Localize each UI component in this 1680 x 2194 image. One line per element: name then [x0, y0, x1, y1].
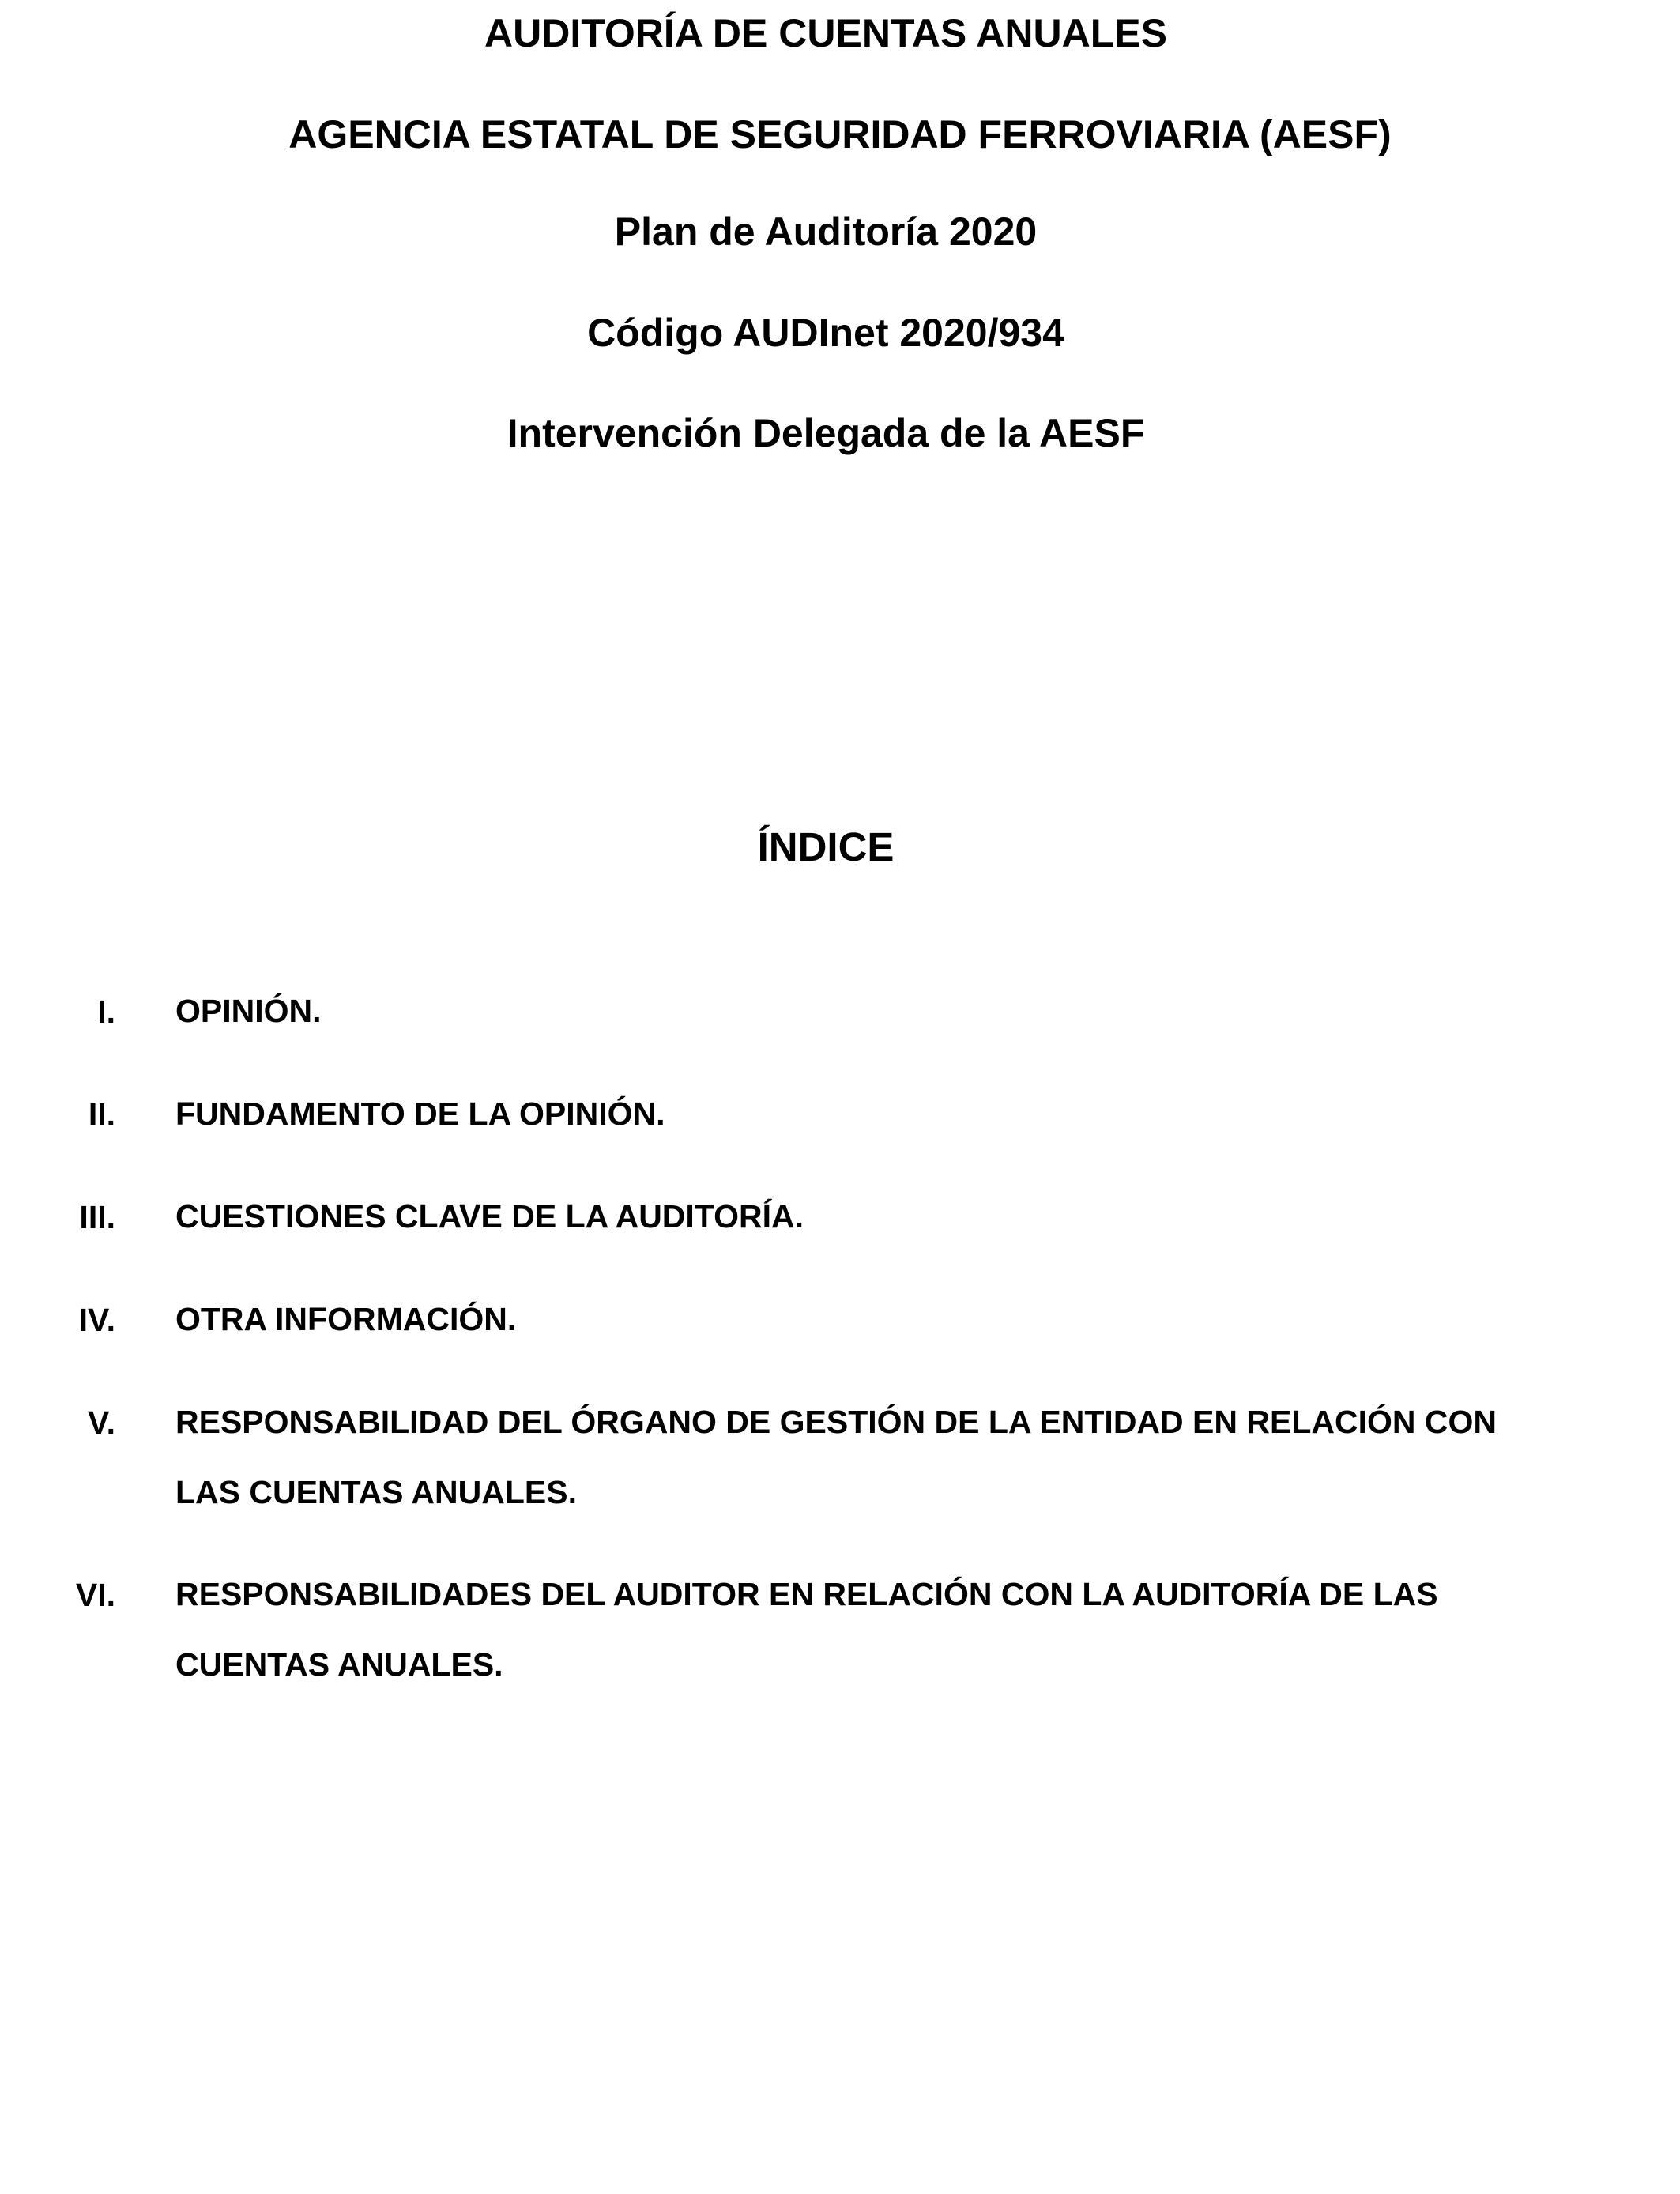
- toc-item-text: OTRA INFORMACIÓN.: [175, 1301, 517, 1337]
- toc-item-number: IV.: [78, 1302, 115, 1338]
- toc-item-number: II.: [88, 1096, 115, 1133]
- toc-item-number: V.: [88, 1404, 115, 1441]
- toc-item-text: RESPONSABILIDAD DEL ÓRGANO DE GESTIÓN DE LA ENTIDAD EN RELACIÓN CON LAS CUENTAS ANUALES.: [175, 1404, 1497, 1510]
- toc-item-text: OPINIÓN.: [175, 993, 322, 1029]
- toc-item-text: FUNDAMENTO DE LA OPINIÓN.: [175, 1095, 665, 1132]
- delegated-intervention: Intervención Delegada de la AESF: [507, 411, 1145, 455]
- index-title: ÍNDICE: [757, 824, 895, 869]
- agency-name: AGENCIA ESTATAL DE SEGURIDAD FERROVIARIA (AESF): [288, 112, 1392, 156]
- audit-plan: Plan de Auditoría 2020: [614, 209, 1038, 254]
- toc-item-number: I.: [97, 993, 115, 1030]
- toc-item-number: VI.: [75, 1577, 115, 1613]
- toc-item-number: III.: [79, 1199, 115, 1235]
- report-type-title: AUDITORÍA DE CUENTAS ANUALES: [484, 11, 1167, 55]
- toc-item-text: CUESTIONES CLAVE DE LA AUDITORÍA.: [175, 1198, 804, 1235]
- toc-item-text: RESPONSABILIDADES DEL AUDITOR EN RELACIÓN CON LA AUDITORÍA DE LAS CUENTAS ANUALES.: [175, 1576, 1438, 1683]
- audinet-code: Código AUDInet 2020/934: [587, 311, 1064, 355]
